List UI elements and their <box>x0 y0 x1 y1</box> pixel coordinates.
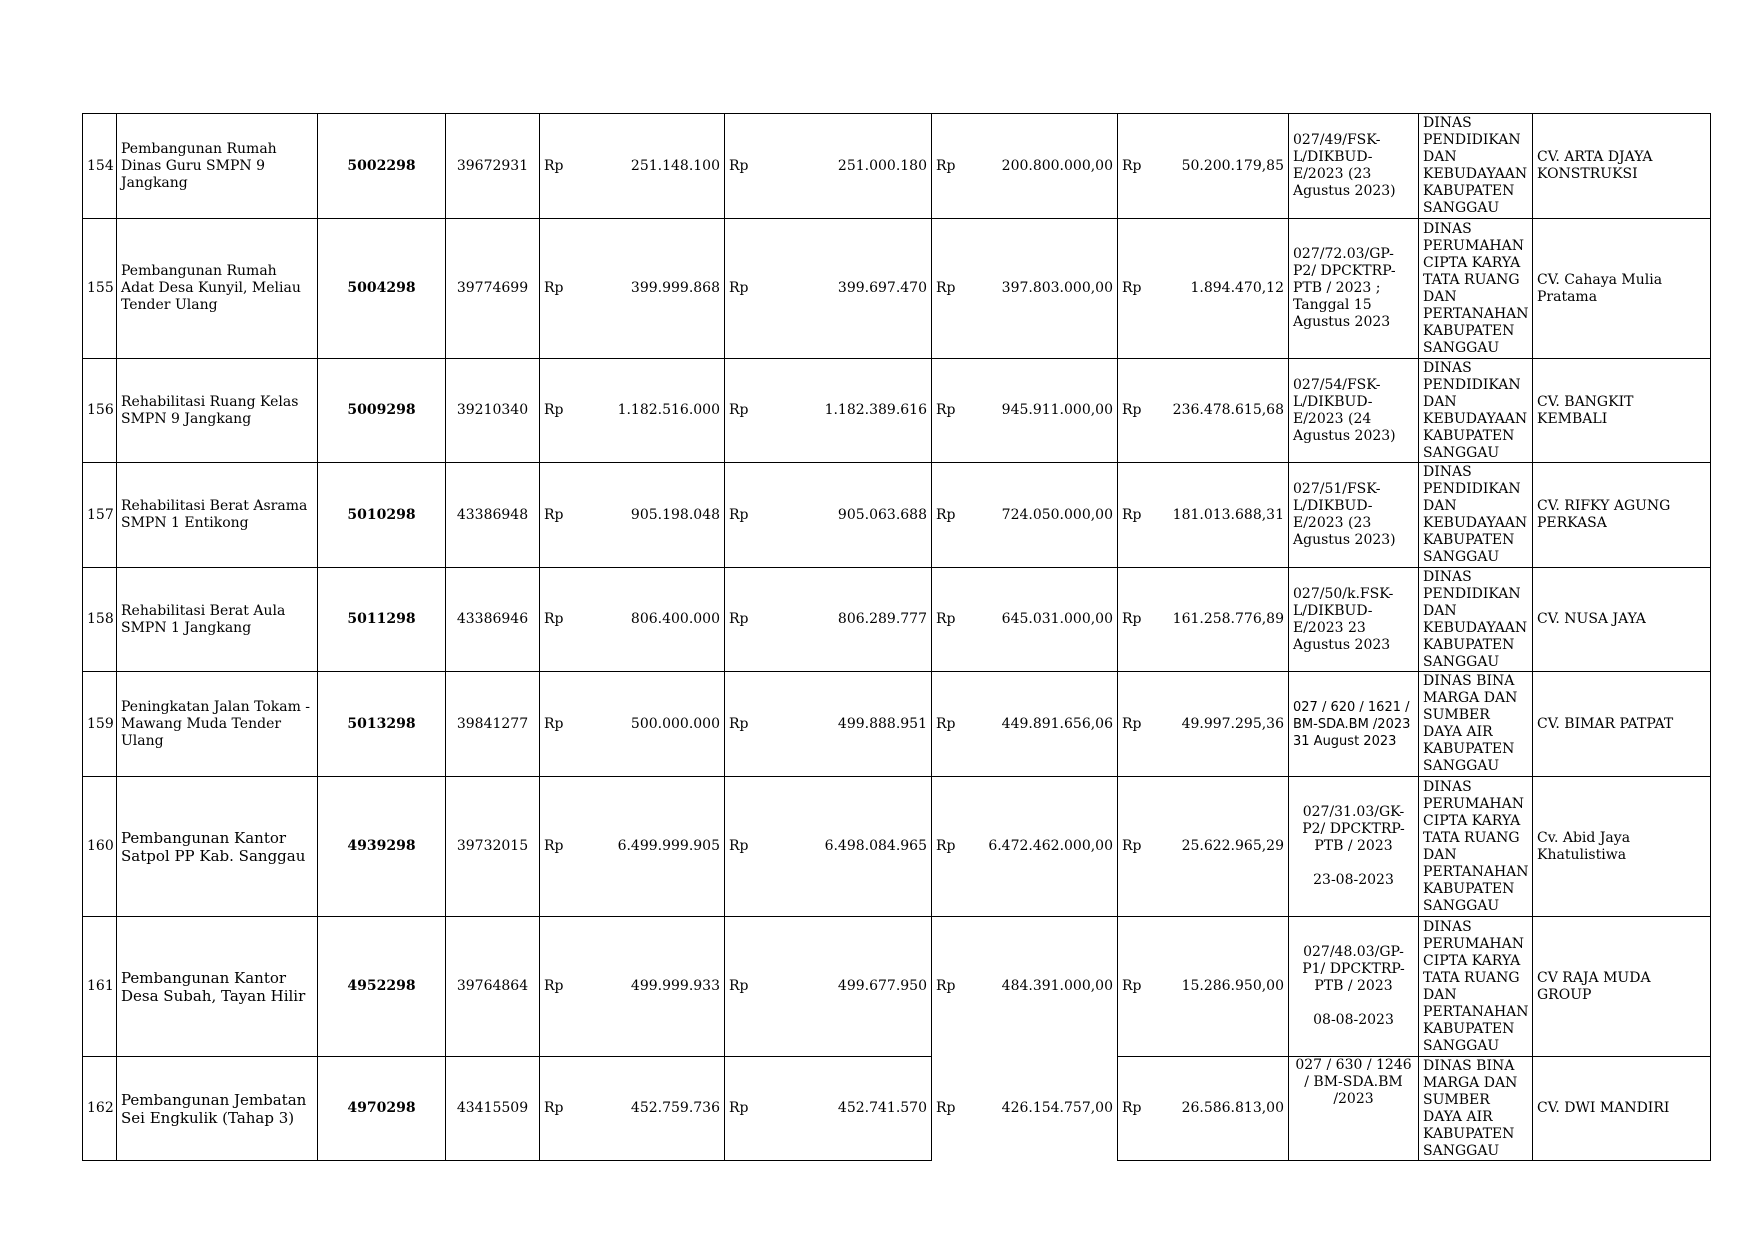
row-number: 154 <box>83 114 117 219</box>
pagu-value: Rp 905.198.048 <box>540 463 725 568</box>
hps-value: Rp 499.888.951 <box>725 672 932 777</box>
tender-code: 4939298 <box>318 777 446 917</box>
pagu-value: Rp 452.759.736 <box>540 1057 725 1161</box>
rup-code: 39764864 <box>446 917 540 1057</box>
pagu-value: Rp 1.182.516.000 <box>540 359 725 463</box>
agency-name: DINAS PENDIDIKAN DAN KEBUDAYAAN KABUPATEN SANGGAU <box>1419 114 1533 219</box>
vendor-name: Cv. Abid Jaya Khatulistiwa <box>1533 777 1711 917</box>
pagu-value: Rp 500.000.000 <box>540 672 725 777</box>
table-row <box>83 777 1711 917</box>
hps-value: Rp 806.289.777 <box>725 568 932 672</box>
contract-number: 027/54/FSK-L/DIKBUD-E/2023 (24 Agustus 2023) <box>1289 359 1419 463</box>
tender-code: 4952298 <box>318 917 446 1057</box>
contract-number: 027/72.03/GP-P2/ DPCKTRP-PTB / 2023 ; Tanggal 15 Agustus 2023 <box>1289 219 1419 359</box>
difference-value: Rp 50.200.179,85 <box>1118 114 1289 219</box>
agency-name: DINAS PENDIDIKAN DAN KEBUDAYAAN KABUPATEN SANGGAU <box>1419 568 1533 672</box>
vendor-name: CV. NUSA JAYA <box>1533 568 1711 672</box>
contract-value: Rp 945.911.000,00 <box>932 359 1118 463</box>
contract-value: Rp 484.391.000,00 <box>932 917 1118 1057</box>
agency-name: DINAS BINA MARGA DAN SUMBER DAYA AIR KABUPATEN SANGGAU <box>1419 672 1533 777</box>
rup-code: 39774699 <box>446 219 540 359</box>
hps-value: Rp 499.677.950 <box>725 917 932 1057</box>
table-row <box>83 672 1711 777</box>
hps-value: Rp 6.498.084.965 <box>725 777 932 917</box>
row-number: 155 <box>83 219 117 359</box>
contract-value: Rp 200.800.000,00 <box>932 114 1118 219</box>
vendor-name: CV. ARTA DJAYA KONSTRUKSI <box>1533 114 1711 219</box>
row-number: 161 <box>83 917 117 1057</box>
difference-value: Rp 161.258.776,89 <box>1118 568 1289 672</box>
tender-code: 5011298 <box>318 568 446 672</box>
package-name: Pembangunan Kantor Desa Subah, Tayan Hilir <box>117 917 318 1057</box>
contract-number: 027/51/FSK-L/DIKBUD-E/2023 (23 Agustus 2023) <box>1289 463 1419 568</box>
vendor-name: CV. DWI MANDIRI <box>1533 1057 1711 1161</box>
pagu-value: Rp 499.999.933 <box>540 917 725 1057</box>
table-row <box>83 917 1711 1057</box>
contract-number: 027/50/k.FSK-L/DIKBUD-E/2023 23 Agustus 2023 <box>1289 568 1419 672</box>
rup-code: 43415509 <box>446 1057 540 1161</box>
package-name: Peningkatan Jalan Tokam - Mawang Muda Tender Ulang <box>117 672 318 777</box>
vendor-name: CV. BANGKIT KEMBALI <box>1533 359 1711 463</box>
tender-code: 5009298 <box>318 359 446 463</box>
vendor-name: CV. Cahaya Mulia Pratama <box>1533 219 1711 359</box>
procurement-table <box>82 113 1711 1161</box>
table-row <box>83 1057 1711 1161</box>
package-name: Pembangunan Jembatan Sei Engkulik (Tahap 3) <box>117 1057 318 1161</box>
difference-value: Rp 26.586.813,00 <box>1118 1057 1289 1161</box>
tender-code: 5002298 <box>318 114 446 219</box>
row-number: 159 <box>83 672 117 777</box>
tender-code: 5010298 <box>318 463 446 568</box>
contract-date: 23-08-2023 <box>1313 872 1394 888</box>
contract-value: Rp 449.891.656,06 <box>932 672 1118 777</box>
tender-code: 5013298 <box>318 672 446 777</box>
rup-code: 39841277 <box>446 672 540 777</box>
contract-value: Rp 397.803.000,00 <box>932 219 1118 359</box>
rup-code: 39732015 <box>446 777 540 917</box>
agency-name: DINAS PERUMAHAN CIPTA KARYA TATA RUANG DAN PERTANAHAN KABUPATEN SANGGAU <box>1419 219 1533 359</box>
row-number: 162 <box>83 1057 117 1161</box>
contract-value: Rp 6.472.462.000,00 <box>932 777 1118 917</box>
package-name: Rehabilitasi Ruang Kelas SMPN 9 Jangkang <box>117 359 318 463</box>
hps-value: Rp 399.697.470 <box>725 219 932 359</box>
difference-value: Rp 1.894.470,12 <box>1118 219 1289 359</box>
pagu-value: Rp 6.499.999.905 <box>540 777 725 917</box>
package-name: Rehabilitasi Berat Aula SMPN 1 Jangkang <box>117 568 318 672</box>
hps-value: Rp 905.063.688 <box>725 463 932 568</box>
agency-name: DINAS PERUMAHAN CIPTA KARYA TATA RUANG DAN PERTANAHAN KABUPATEN SANGGAU <box>1419 917 1533 1057</box>
vendor-name: CV. RIFKY AGUNG PERKASA <box>1533 463 1711 568</box>
vendor-name: CV RAJA MUDA GROUP <box>1533 917 1711 1057</box>
row-number: 158 <box>83 568 117 672</box>
table-row <box>83 219 1711 359</box>
package-name: Pembangunan Rumah Dinas Guru SMPN 9 Jangkang <box>117 114 318 219</box>
hps-value: Rp 452.741.570 <box>725 1057 932 1161</box>
contract-value: Rp 724.050.000,00 <box>932 463 1118 568</box>
contract-number: 027 / 620 / 1621 / BM-SDA.BM /2023 31 August 2023 <box>1289 672 1419 777</box>
difference-value: Rp 25.622.965,29 <box>1118 777 1289 917</box>
contract-date: 08-08-2023 <box>1313 1012 1394 1028</box>
table-row <box>83 114 1711 219</box>
table-row <box>83 568 1711 672</box>
agency-name: DINAS PENDIDIKAN DAN KEBUDAYAAN KABUPATEN SANGGAU <box>1419 463 1533 568</box>
contract-value: Rp 645.031.000,00 <box>932 568 1118 672</box>
rup-code: 39672931 <box>446 114 540 219</box>
difference-value: Rp 49.997.295,36 <box>1118 672 1289 777</box>
contract-number: 027 / 630 / 1246 / BM-SDA.BM /2023 <box>1289 1057 1419 1161</box>
rup-code: 43386946 <box>446 568 540 672</box>
agency-name: DINAS BINA MARGA DAN SUMBER DAYA AIR KABUPATEN SANGGAU <box>1419 1057 1533 1161</box>
contract-number: 027/49/FSK-L/DIKBUD-E/2023 (23 Agustus 2023) <box>1289 114 1419 219</box>
pagu-value: Rp 399.999.868 <box>540 219 725 359</box>
tender-code: 4970298 <box>318 1057 446 1161</box>
contract-number: 027/31.03/GK-P2/ DPCKTRP-PTB / 2023 23-08-2023 <box>1289 777 1419 917</box>
table-row <box>83 359 1711 463</box>
hps-value: Rp 251.000.180 <box>725 114 932 219</box>
row-number: 156 <box>83 359 117 463</box>
row-number: 160 <box>83 777 117 917</box>
difference-value: Rp 181.013.688,31 <box>1118 463 1289 568</box>
package-name: Pembangunan Kantor Satpol PP Kab. Sanggau <box>117 777 318 917</box>
rup-code: 39210340 <box>446 359 540 463</box>
agency-name: DINAS PERUMAHAN CIPTA KARYA TATA RUANG DAN PERTANAHAN KABUPATEN SANGGAU <box>1419 777 1533 917</box>
contract-value: Rp 426.154.757,00 <box>932 1057 1118 1161</box>
pagu-value: Rp 251.148.100 <box>540 114 725 219</box>
tender-code: 5004298 <box>318 219 446 359</box>
package-name: Pembangunan Rumah Adat Desa Kunyil, Meliau Tender Ulang <box>117 219 318 359</box>
difference-value: Rp 15.286.950,00 <box>1118 917 1289 1057</box>
agency-name: DINAS PENDIDIKAN DAN KEBUDAYAAN KABUPATEN SANGGAU <box>1419 359 1533 463</box>
difference-value: Rp 236.478.615,68 <box>1118 359 1289 463</box>
contract-number: 027/48.03/GP-P1/ DPCKTRP-PTB / 2023 08-08-2023 <box>1289 917 1419 1057</box>
vendor-name: CV. BIMAR PATPAT <box>1533 672 1711 777</box>
row-number: 157 <box>83 463 117 568</box>
pagu-value: Rp 806.400.000 <box>540 568 725 672</box>
table-row <box>83 463 1711 568</box>
package-name: Rehabilitasi Berat Asrama SMPN 1 Entikong <box>117 463 318 568</box>
hps-value: Rp 1.182.389.616 <box>725 359 932 463</box>
rup-code: 43386948 <box>446 463 540 568</box>
